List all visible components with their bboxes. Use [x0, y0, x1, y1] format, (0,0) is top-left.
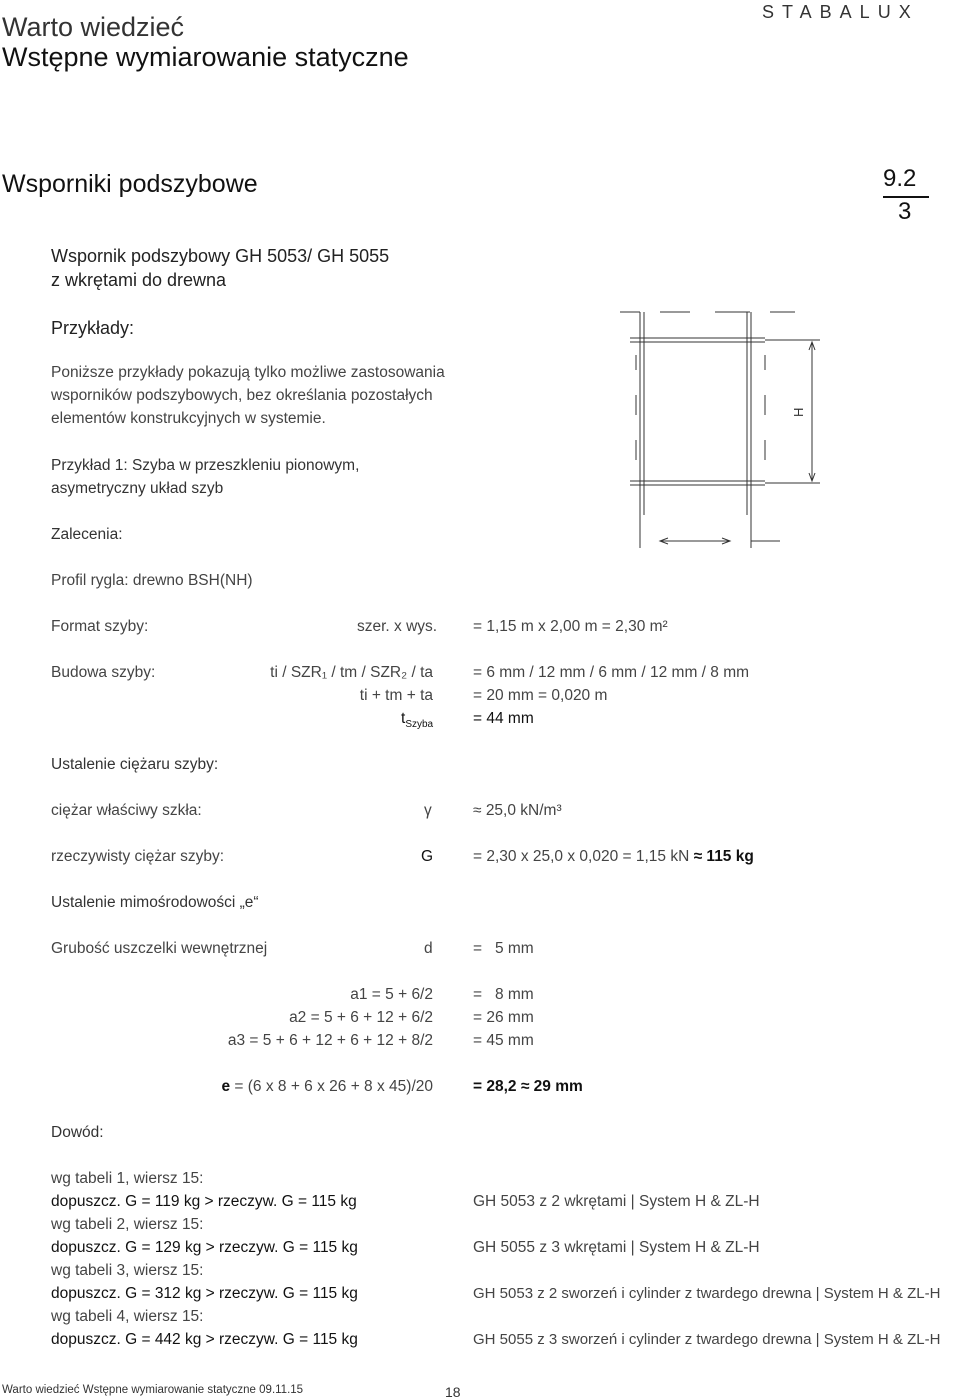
t-value: = 44 mm [473, 710, 534, 727]
proof-check-4: dopuszcz. G = 442 kg > rzeczyw. G = 115 kg [51, 1331, 358, 1348]
e-formula: e = (6 x 8 + 6 x 26 + 8 x 45)/20 [221, 1078, 433, 1095]
t-symbol: $t_{Szyba}$ [401, 710, 434, 731]
actual-weight-label: rzeczywisty ciężar szyby: [51, 848, 225, 865]
header-title-line2: Wstępne wymiarowanie statyczne [2, 42, 409, 72]
proof-check-1: dopuszcz. G = 119 kg > rzeczyw. G = 115 kg [51, 1193, 357, 1210]
proof-check-2: dopuszcz. G = 129 kg > rzeczyw. G = 115 kg [51, 1239, 358, 1256]
build-sum: ti + tm + ta [359, 687, 433, 704]
a3-formula: a3 = 5 + 6 + 12 + 6 + 12 + 8/2 [227, 1032, 433, 1049]
a2-formula: a2 = 5 + 6 + 12 + 6/2 [289, 1009, 433, 1026]
actual-weight-result: ≈ 115 kg [693, 848, 754, 865]
intro-line2: wsporników podszybowych, bez określania pozostałych [51, 387, 433, 404]
intro-line1: Poniższe przykłady pokazują tylko możliwe zastosowania [51, 364, 445, 381]
glass-pane-diagram [620, 300, 840, 550]
e-value: = 28,2 ≈ 29 mm [473, 1078, 583, 1095]
example1-line2: asymetryczny układ szyb [51, 480, 224, 497]
subtitle-line2: z wkrętami do drewna [51, 270, 227, 290]
proof-heading: Dowód: [51, 1124, 104, 1141]
footer-text: Warto wiedzieć Wstępne wymiarowanie statyczne 09.11.15 [2, 1384, 304, 1396]
actual-weight-value: = 2,30 x 25,0 x 0,020 = 1,15 kN ≈ 115 kg [473, 848, 754, 865]
e-symbol: e [221, 1078, 231, 1095]
recommendations-label: Zalecenia: [51, 526, 123, 543]
proof-ref-2: wg tabeli 2, wiersz 15: [51, 1216, 204, 1233]
section-subnumber: 3 [898, 198, 912, 225]
footer-page-number: 18 [445, 1384, 461, 1400]
gasket-value: = 5 mm [473, 940, 534, 957]
proof-result-2: GH 5055 z 3 wkrętami | System H & ZL-H [473, 1239, 760, 1256]
weight-heading: Ustalenie ciężaru szyby: [51, 756, 219, 773]
footer-date: 09.11.15 [259, 1384, 304, 1396]
a1-value: = 8 mm [473, 986, 534, 1003]
format-mid: szer. x wys. [357, 618, 438, 635]
gasket-label: Grubość uszczelki wewnętrznej [51, 940, 268, 957]
subtitle-line1: Wspornik podszybowy GH 5053/ GH 5055 [51, 246, 390, 266]
proof-check-3: dopuszcz. G = 312 kg > rzeczyw. G = 115 kg [51, 1285, 358, 1302]
header-title-line1: Warto wiedzieć [2, 12, 185, 42]
a3-value: = 45 mm [473, 1032, 534, 1049]
format-value: = 1,15 m x 2,00 m = 2,30 m² [473, 618, 668, 635]
a2-value: = 26 mm [473, 1009, 534, 1026]
specific-weight-label: ciężar właściwy szkła: [51, 802, 202, 819]
section-title: Wsporniki podszybowe [2, 170, 258, 198]
proof-ref-1: wg tabeli 1, wiersz 15: [51, 1170, 204, 1187]
t-subscript: Szyba [405, 719, 434, 731]
format-label: Format szyby: [51, 618, 149, 635]
section-number: 9.2 [883, 165, 917, 192]
examples-heading: Przykłady: [51, 318, 135, 338]
build-sum-value: = 20 mm = 0,020 m [473, 687, 608, 704]
build-formula-value: = 6 mm / 12 mm / 6 mm / 12 mm / 8 mm [473, 664, 750, 681]
proof-ref-4: wg tabeli 4, wiersz 15: [51, 1308, 204, 1325]
proof-result-1: GH 5053 z 2 wkrętami | System H & ZL-H [473, 1193, 760, 1210]
proof-ref-3: wg tabeli 3, wiersz 15: [51, 1262, 204, 1279]
build-formula: ti / SZR₁ / tm / SZR₂ / ta [270, 664, 433, 681]
gasket-symbol: d [424, 940, 433, 957]
profile-text: Profil rygla: drewno BSH(NH) [51, 572, 253, 589]
a1-formula: a1 = 5 + 6/2 [350, 986, 433, 1003]
example1-line1: Przykład 1: Szyba w przeszkleniu pionowym, [51, 457, 360, 474]
specific-weight-symbol: γ [424, 802, 432, 819]
proof-result-3: GH 5053 z 2 sworzeń i cylinder z twardego drewna | System H & ZL-H [473, 1285, 941, 1302]
eccentricity-heading: Ustalenie mimośrodowości „e“ [51, 894, 259, 911]
specific-weight-value: ≈ 25,0 kN/m³ [473, 802, 562, 819]
brand-logo: STABALUX [762, 2, 919, 22]
intro-line3: elementów konstrukcyjnych w systemie. [51, 410, 326, 427]
height-label: H [791, 407, 806, 417]
proof-result-4: GH 5055 z 3 sworzeń i cylinder z twardego drewna | System H & ZL-H [473, 1331, 941, 1348]
actual-weight-symbol: G [421, 848, 434, 865]
build-label: Budowa szyby: [51, 664, 156, 681]
